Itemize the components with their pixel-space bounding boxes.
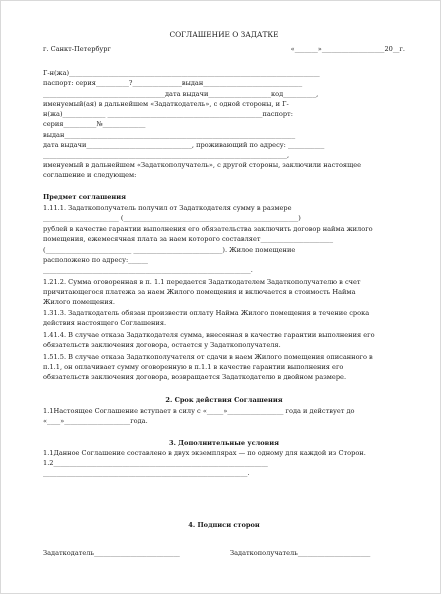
section2-title: 2. Срок действия Соглашения — [165, 396, 283, 404]
party1-line-1: Г-н(жа)____________________________________________________________________________ — [43, 69, 320, 77]
header-line — [43, 45, 405, 53]
party1-line-3: _____________________________________дата выдачи___________________код__________, — [43, 90, 319, 98]
s1-line-4: помещения, ежемесячная плата за наем которого составляет______________________ — [43, 235, 334, 243]
s3-line-3: ______________________________________________________________. — [43, 469, 250, 477]
s1-line-17: обязательств заключения договора, возвращается Задаткодателю в двойном размере. — [43, 373, 347, 381]
s1-line-2: _______________________ (_____________________________________________________) — [43, 214, 301, 222]
s1-line-10: Жилого помещения. — [43, 298, 115, 306]
s1-line-5: (__________________________ ___________________________). Жилое помещение — [43, 246, 296, 254]
s1-line-11: 1.31.3. Задаткодатель обязан произвести оплату Найма Жилого помещения в течение срока — [43, 309, 370, 317]
s3-line-1: 1.1Данное Соглашение составлено в двух экземплярах — по одному для каждой из Сторон. — [43, 449, 366, 457]
s1-line-8: 1.21.2. Сумма оговоренная в п. 1.1 передается Задаткодателем Задаткополучателю в счет — [43, 278, 361, 286]
s1-line-9: причитающегося платежа за наем Жилого помещения и включается в стоимость Найма — [43, 288, 356, 296]
s1-line-13: 1.41.4. В случае отказа Задаткодателя сумма, внесенная в качестве гарантии выполнения его — [43, 331, 375, 339]
s1-line-12: действия настоящего Соглашения. — [43, 319, 167, 327]
section3-title: 3. Дополнительные условия — [169, 439, 279, 447]
s1-line-3: рублей в качестве гарантии выполнения его обязательства заключить договор найма жилого — [43, 225, 373, 233]
party2-line-6: именуемый в дальнейшем «Задаткополучатель», с другой стороны, заключили настоящее — [43, 161, 362, 169]
s1-line-15: 1.51.5. В случае отказа Задаткополучателя от сдачи в наем Жилого помещения описанного в — [43, 353, 373, 361]
s1-line-1: 1.11.1. Задаткополучатель получил от Задаткодателя сумму в размере — [43, 204, 292, 212]
s1-line-7: _______________________________________________________________. — [43, 266, 253, 274]
s1-line-14: обязательств заключения договора, остается у Задаткополучателя. — [43, 341, 281, 349]
document-title: СОГЛАШЕНИЕ О ЗАДАТКЕ — [169, 31, 279, 39]
party2-line-1: н(жа)_____________ _______________________________________________паспорт: — [43, 110, 293, 118]
party2-line-5: __________________________________________________________________________, — [43, 151, 290, 159]
signature-receiver: Задаткополучатель______________________ — [230, 549, 371, 557]
party2-line-3: выдан______________________________________________________________________ — [43, 131, 296, 139]
signature-lender: Задаткодатель__________________________ — [43, 549, 180, 557]
city: г. Санкт-Петербург — [43, 45, 111, 53]
s1-line-16: п.1.1, он оплачивает сумму оговоренную в п.1.1 в качестве гарантии выполнения его — [43, 363, 344, 371]
signatures — [43, 549, 405, 557]
party2-line-2: серия__________№_____________ — [43, 120, 146, 128]
s2-line-2: «____»____________________года. — [43, 417, 148, 425]
date-field: «_______»___________________20__г. — [290, 45, 405, 53]
party2-line-4: дата выдачи________________________________, проживающий по адресу: ___________ — [43, 141, 325, 149]
party2-line-7: соглашение и следующем: — [43, 171, 137, 179]
party1-line-2: паспорт: серия__________?_______________выдан______________________________ — [43, 79, 303, 87]
section1-title: Предмет соглашения — [43, 193, 126, 201]
party1-line-4: именуемый(ая) в дальнейшем «Задаткодатель», с одной стороны, и Г- — [43, 100, 289, 108]
section4-title: 4. Подписи сторон — [188, 521, 260, 529]
s3-line-2: 1.2_________________________________________________________________ — [43, 459, 268, 467]
s1-line-6: расположено по адресу:______ — [43, 256, 148, 264]
s2-line-1: 1.1Настоящее Соглашение вступает в силу с «_____»_________________ года и действует до — [43, 407, 355, 415]
